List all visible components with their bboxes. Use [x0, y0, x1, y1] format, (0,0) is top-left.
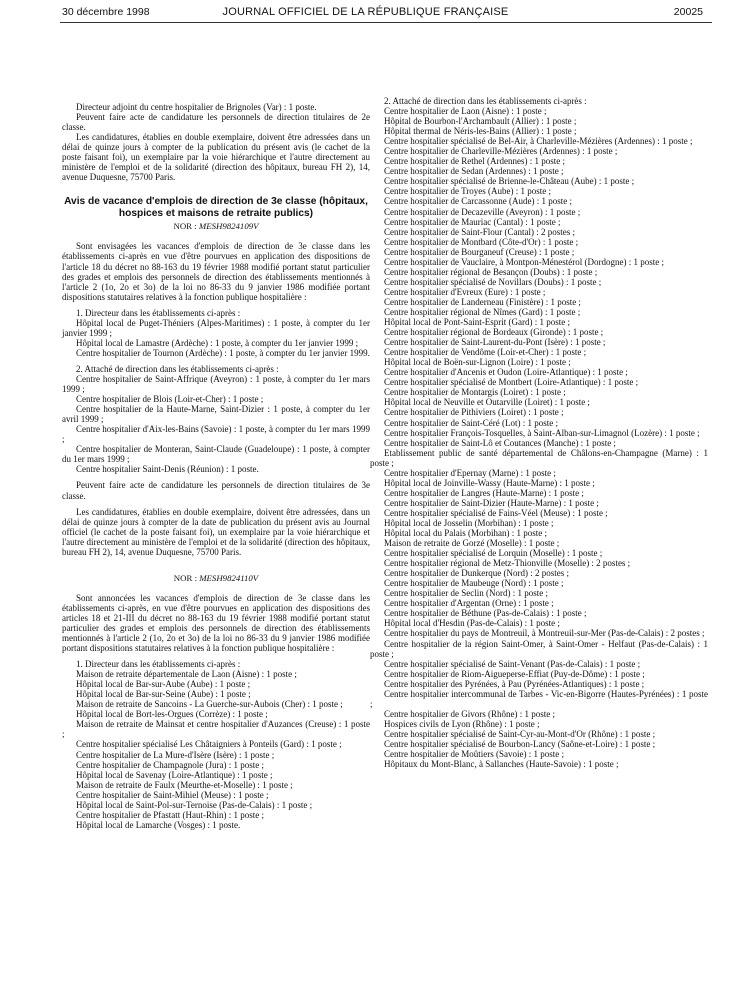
page-header: [0, 6, 731, 22]
paragraph: Hôpital local de Saint-Pol-sur-Ternoise (Pas-de-Calais) : 1 poste ;: [76, 799, 313, 810]
paragraph: Centre hospitalier spécialisé de Fains-Véel (Meuse) : 1 poste ;: [384, 507, 608, 518]
paragraph: Centre hospitalier spécialisé de Novillars (Doubs) : 1 poste ;: [384, 276, 602, 287]
paragraph: Centre hospitalier de la région Saint-Omer, à Saint-Omer - Helfaut (Pas-de-Calais) : 1 poste ;: [370, 638, 708, 659]
left-column: [62, 102, 370, 830]
paragraph: Centre hospitalier de Saint-Affrique (Aveyron) : 1 poste, à compter du 1er mars 1999 ;: [62, 373, 370, 395]
paragraph: Hôpital local de Boën-sur-Lignon (Loire) : 1 poste ;: [384, 357, 571, 368]
paragraph: Les candidatures, établies en double exemplaire, doivent être adressées, dans un délai de quinze jours à compter de la date de publication du présent avis au Journal officiel (le cachet de la poste faisant foi), un exemplaire par la voie hiérarchique et l'autre directement au ministère de l'emploi et de la solidarité (direction des hôpitaux, bureau FH 2), 14, avenue Duquesne, 75700 Paris.: [62, 506, 370, 557]
paragraph: Centre hospitalier de Langres (Haute-Marne) : 1 poste ;: [384, 487, 584, 498]
paragraph: Centre hospitalier de Bourganeuf (Creuse) : 1 poste ;: [384, 246, 575, 257]
paragraph: Centre hospitalier régional de Nîmes (Gard) : 1 poste ;: [384, 306, 581, 317]
paragraph: Centre hospitalier Saint-Denis (Réunion) : 1 poste.: [76, 464, 259, 475]
nor-code: MESH9824109V: [198, 221, 259, 232]
paragraph: Centre hospitalier de Saint-Céré (Lot) : 1 poste ;: [384, 417, 558, 428]
paragraph: Maison de retraite de Gorzé (Moselle) : 1 poste ;: [384, 538, 560, 549]
paragraph: Centre hospitalier de Pithiviers (Loiret) : 1 poste ;: [384, 407, 564, 418]
nor-reference: [62, 221, 370, 231]
paragraph: Hôpital local de Lamastre (Ardèche) : 1 poste, à compter du 1er janvier 1999 ;: [76, 337, 359, 348]
spacer: [62, 557, 370, 571]
paragraph: Centre hospitalier de Carcassonne (Aude) : 1 poste ;: [384, 196, 572, 207]
paragraph: Hôpital local de Joinville-Wassy (Haute-Marne) : 1 poste ;: [384, 477, 595, 488]
paragraph: Centre hospitalier de Champagnole (Jura) : 1 poste ;: [76, 759, 264, 770]
right-column: [370, 96, 708, 769]
page-number: 20025: [673, 6, 703, 18]
paragraph: Maison de retraite de Faulx (Meurthe-et-Moselle) : 1 poste ;: [76, 779, 293, 790]
paragraph: Sont envisagées les vacances d'emplois de direction de 3e classe dans les établissements ci-après en vue d'être pourvues en application des dispositions de l'article 18 du décret no 88-163 du 19 février 1988 modifié portant statut particulier des grades et emplois des personnels de direction des établissements mentionnés à l'article 2 (1o, 2o et 3o) de la loi no 86-33 du 9 janvier 1986 modifiée portant dispositions statutaires relatives à la fonction publique hospitalière :: [62, 241, 370, 302]
paragraph: Etablissement public de santé départemental de Châlons-en-Champagne (Marne) : 1 poste ;: [370, 447, 708, 468]
notice1-body: [62, 241, 370, 556]
paragraph: Centre hospitalier des Pyrénées, à Pau (Pyrénées-Atlantiques) : 1 poste ;: [384, 678, 645, 689]
paragraph: Centre hospitalier spécialisé de Bel-Air, à Charleville-Mézières (Ardennes) : 1 poste ;: [384, 136, 693, 147]
paragraph: Centre hospitalier de Montbard (Côte-d'Or) : 1 poste ;: [384, 236, 579, 247]
paragraph: Centre hospitalier de Saint-Mihiel (Meuse) : 1 poste ;: [76, 789, 269, 800]
paragraph: Centre hospitalier d'Epernay (Marne) : 1 poste ;: [384, 467, 556, 478]
paragraph: Centre hospitalier du pays de Montreuil, à Montreuil-sur-Mer (Pas-de-Calais) : 2 postes ;: [384, 628, 705, 639]
paragraph: Centre hospitalier de Givors (Rhône) : 1 poste ;: [384, 708, 555, 719]
nor-label: NOR :: [173, 221, 197, 232]
paragraph: Hôpital thermal de Néris-les-Bains (Allier) : 1 poste ;: [384, 126, 577, 137]
paragraph: Centre hospitalier de Seclin (Nord) : 1 poste ;: [384, 588, 548, 599]
paragraph: Centre hospitalier d'Aix-les-Bains (Savoie) : 1 poste, à compter du 1er mars 1999 ;: [62, 424, 370, 445]
paragraph: Centre hospitalier d'Ancenis et Oudon (Loire-Atlantique) : 1 poste ;: [384, 367, 628, 378]
paragraph: Hôpital local de Bort-les-Orgues (Corrèze) : 1 poste ;: [76, 709, 268, 720]
paragraph: Centre hospitalier régional de Besançon (Doubs) : 1 poste ;: [384, 266, 598, 277]
issue-date: 30 décembre 1998: [62, 6, 150, 18]
paragraph: Hôpital local de Bar-sur-Aube (Aube) : 1 poste ;: [76, 679, 251, 690]
notice2-body: [62, 593, 370, 830]
paragraph: Centre hospitalier de Tournon (Ardèche) : 1 poste, à compter du 1er janvier 1999.: [76, 347, 370, 358]
paragraph: Centre hospitalier de Vendôme (Loir-et-Cher) : 1 poste ;: [384, 347, 587, 358]
paragraph: Centre hospitalier de Saint-Laurent-du-Pont (Isère) : 1 poste ;: [384, 337, 606, 348]
paragraph: Centre hospitalier spécialisé de Lorquin (Moselle) : 1 poste ;: [384, 548, 603, 559]
paragraph: Centre hospitalier spécialisé de Saint-Venant (Pas-de-Calais) : 1 poste ;: [384, 658, 641, 669]
paragraph: Centre hospitalier de Landerneau (Finistère) : 1 poste ;: [384, 296, 581, 307]
paragraph: Centre hospitalier d'Evreux (Eure) : 1 poste ;: [384, 286, 546, 297]
paragraph: Centre hospitalier de Saint-Lô et Coutances (Manche) : 1 poste ;: [384, 437, 616, 448]
paragraph: Hôpital local de Savenay (Loire-Atlantique) : 1 poste ;: [76, 769, 273, 780]
paragraph: Centre hospitalier d'Argentan (Orne) : 1 poste ;: [384, 598, 554, 609]
paragraph: 1. Directeur dans les établissements ci-après :: [76, 659, 241, 670]
paragraph: Centre hospitalier spécialisé Les Châtaigniers à Ponteils (Gard) : 1 poste ;: [76, 739, 342, 750]
paragraph: Hôpital local d'Hesdin (Pas-de-Calais) : 1 poste ;: [384, 618, 560, 629]
nor-reference-2: [62, 573, 370, 583]
paragraph: Centre hospitalier de Troyes (Aube) : 1 poste ;: [384, 186, 551, 197]
paragraph: Centre hospitalier de Sedan (Ardennes) : 1 poste ;: [384, 166, 564, 177]
paragraph: Hôpital local de Pont-Saint-Esprit (Gard) : 1 poste ;: [384, 317, 570, 328]
paragraph: 1. Directeur dans les établissements ci-après :: [76, 307, 241, 318]
nor-code: MESH9824110V: [199, 572, 259, 583]
paragraph: Centre hospitalier spécialisé de Montbert (Loire-Atlantique) : 1 poste ;: [384, 377, 639, 388]
paragraph: Hôpitaux du Mont-Blanc, à Sallanches (Haute-Savoie) : 1 poste ;: [384, 759, 619, 770]
paragraph: Hôpital local de Josselin (Morbihan) : 1 poste ;: [384, 517, 554, 528]
journal-title: JOURNAL OFFICIEL DE LA RÉPUBLIQUE FRANÇAISE: [222, 6, 509, 18]
paragraph: Centre hospitalier intercommunal de Tarbes - Vic-en-Bigorre (Hautes-Pyrénées) : 1 poste ;: [370, 688, 708, 709]
paragraph: Centre hospitalier régional de Bordeaux (Gironde) : 1 poste ;: [384, 327, 604, 338]
paragraph: Centre hospitalier régional de Metz-Thionville (Moselle) : 2 postes ;: [384, 558, 631, 569]
paragraph: Maison de retraite départementale de Laon (Aisne) : 1 poste ;: [76, 669, 297, 680]
paragraph: Centre hospitalier spécialisé de Saint-Cyr-au-Mont-d'Or (Rhône) : 1 poste ;: [384, 728, 656, 739]
paragraph: Centre hospitalier de Decazeville (Aveyron) : 1 poste ;: [384, 206, 581, 217]
paragraph: Centre hospitalier de Saint-Flour (Cantal) : 2 postes ;: [384, 226, 575, 237]
paragraph: Centre hospitalier de Vauclaire, à Montpon-Ménestérol (Dordogne) : 1 poste ;: [384, 256, 665, 267]
paragraph: Centre hospitalier de La Mure-d'Isère (Isère) : 1 poste ;: [76, 749, 275, 760]
paragraph: Directeur adjoint du centre hospitalier de Brignoles (Var) : 1 poste.: [76, 102, 317, 112]
paragraph: Centre hospitalier de Saint-Dizier (Haute-Marne) : 1 poste ;: [384, 497, 599, 508]
paragraph: Hôpital local de Bar-sur-Seine (Aube) : 1 poste ;: [76, 689, 251, 700]
vacancy-list: [370, 96, 708, 769]
paragraph: Peuvent faire acte de candidature les personnels de direction titulaires de 2e classe.: [62, 112, 370, 133]
paragraph: Hôpital local du Palais (Morbihan) : 1 poste ;: [384, 528, 547, 539]
paragraph: 2. Attaché de direction dans les établissements ci-après :: [76, 363, 279, 374]
paragraph: Maison de retraite de Mainsat et centre hospitalier d'Auzances (Creuse) : 1 poste ;: [62, 719, 370, 740]
paragraph: Centre hospitalier de Rethel (Ardennes) : 1 poste ;: [384, 156, 565, 167]
paragraph: Centre hospitalier de Blois (Loir-et-Cher) : 1 poste ;: [76, 394, 264, 405]
paragraph: Hôpital local de Neuville et Outarville (Loiret) : 1 poste ;: [384, 397, 590, 408]
paragraph: Hôpital de Bourbon-l'Archambault (Allier) : 1 poste ;: [384, 116, 577, 127]
paragraph: Centre hospitalier de Montargis (Loiret) : 1 poste ;: [384, 387, 566, 398]
paragraph: Les candidatures, établies en double exemplaire, doivent être adressées dans un délai de quinze jours à compter de la publication du présent avis (le cachet de la poste faisant foi), un exemplaire par la voie hiérarchique et l'autre directement au ministère de l'emploi et de la solidarité (direction des hôpitaux, bureau FH 2), 14, avenue Duquesne, 75700 Paris.: [62, 132, 370, 183]
paragraph: Hospices civils de Lyon (Rhône) : 1 poste ;: [384, 718, 540, 729]
paragraph: Maison de retraite de Sancoins - La Guerche-sur-Aubois (Cher) : 1 poste ;: [76, 699, 343, 710]
paragraph: Hôpital local de Puget-Théniers (Alpes-Maritimes) : 1 poste, à compter du 1er janvier 1999 ;: [62, 317, 370, 338]
paragraph: Centre hospitalier spécialisé de Bourbon-Lancy (Saône-et-Loire) : 1 poste ;: [384, 739, 656, 749]
spacer: [62, 182, 370, 196]
intro-block: [62, 102, 370, 182]
paragraph: Centre hospitalier de Charleville-Mézières (Ardennes) : 1 poste ;: [384, 146, 618, 157]
paragraph: Sont annoncées les vacances d'emplois de direction de 3e classe dans les établissements ci-après, en vue d'être pourvues en application des dispositions des articles 18 et 21-III du décret no 88-163 du 19 février 1988 modifié portant statut particulier des grades et emplois des personnels de direction des établissements mentionnés à l'article 2 (1o, 2o et 3o) de la loi no 86-33 du 9 janvier 1986 modifiée portant dispositions statutaires relatives à la fonction publique hospitalière :: [62, 592, 370, 654]
paragraph: Centre hospitalier de Maubeuge (Nord) : 1 poste ;: [384, 578, 564, 589]
paragraph: Centre hospitalier de Monteran, Saint-Claude (Guadeloupe) : 1 poste, à compter du 1er mars 1999 ;: [62, 444, 370, 465]
paragraph: Centre hospitalier de la Haute-Marne, Saint-Dizier : 1 poste, à compter du 1er avril 1999 ;: [62, 404, 370, 425]
paragraph: Centre hospitalier François-Tosquelles, à Saint-Alban-sur-Limagnol (Lozère) : 1 poste ;: [384, 427, 700, 438]
paragraph: Centre hospitalier de Béthune (Pas-de-Calais) : 1 poste ;: [384, 608, 587, 619]
paragraph: 2. Attaché de direction dans les établissements ci-après :: [384, 96, 587, 106]
paragraph: Centre hospitalier de Dunkerque (Nord) : 2 postes ;: [384, 568, 569, 579]
paragraph: Centre hospitalier de Mauriac (Cantal) : 1 poste ;: [384, 216, 561, 227]
notice-title: Avis de vacance d'emplois de direction de 3e classe (hôpitaux, hospices et maisons de retraite publics): [64, 196, 368, 219]
paragraph: Centre hospitalier de Moûtiers (Savoie) : 1 poste ;: [384, 749, 564, 760]
paragraph: Centre hospitalier spécialisé de Brienne-le-Château (Aube) : 1 poste ;: [384, 176, 635, 187]
nor-label: NOR :: [173, 572, 198, 583]
paragraph: Centre hospitalier de Riom-Aigueperse-Effiat (Puy-de-Dôme) : 1 poste ;: [384, 668, 645, 679]
header-rule: [60, 22, 712, 23]
paragraph: Centre hospitalier de Pfastatt (Haut-Rhin) : 1 poste ;: [76, 809, 264, 820]
paragraph: Centre hospitalier de Laon (Aisne) : 1 poste ;: [384, 106, 547, 117]
paragraph: Peuvent faire acte de candidature les personnels de direction titulaires de 3e classe.: [62, 480, 370, 501]
paragraph: Hôpital local de Lamarche (Vosges) : 1 poste.: [76, 819, 241, 830]
